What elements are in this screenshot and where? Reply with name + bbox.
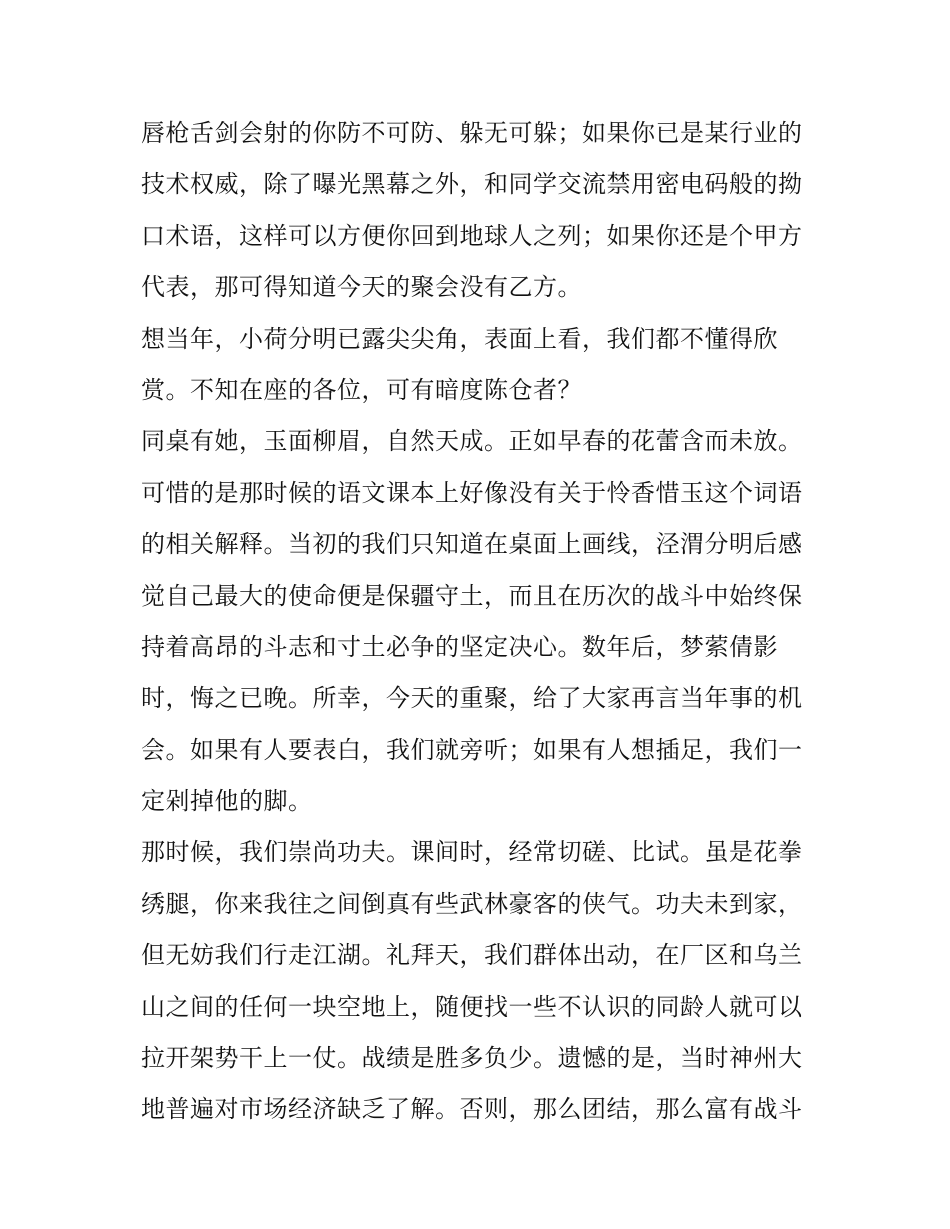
text-line: 唇枪舌剑会射的你防不可防、躲无可躲；如果你已是某行业的 <box>141 119 803 147</box>
text-line: 赏。不知在座的各位，可有暗度陈仓者？ <box>141 375 582 404</box>
text-line: 会。如果有人要表白，我们就旁听；如果有人想插足，我们一 <box>141 735 803 764</box>
text-line: 那时候，我们崇尚功夫。课间时，经常切磋、比试。虽是花拳 <box>141 838 803 867</box>
text-line: 绣腿，你来我往之间倒真有些武林豪客的侠气。功夫未到家， <box>141 889 803 918</box>
text-line: 定剁掉他的脚。 <box>141 787 313 816</box>
text-line: 地普遍对市场经济缺乏了解。否则，那么团结，那么富有战斗 <box>141 1095 803 1124</box>
text-line: 技术权威，除了曝光黑幕之外，和同学交流禁用密电码般的拗 <box>141 170 803 199</box>
text-line: 的相关解释。当初的我们只知道在桌面上画线，泾渭分明后感 <box>141 530 803 559</box>
text-line: 代表，那可得知道今天的聚会没有乙方。 <box>141 273 582 302</box>
text-line: 但无妨我们行走江湖。礼拜天，我们群体出动，在厂区和乌兰 <box>141 941 803 970</box>
text-line: 时，悔之已晚。所幸，今天的重聚，给了大家再言当年事的机 <box>141 684 803 713</box>
body-text <box>141 108 813 1136</box>
text-line: 持着高昂的斗志和寸土必争的坚定决心。数年后，梦萦倩影 <box>141 632 778 661</box>
text-line: 拉开架势干上一仗。战绩是胜多负少。遗憾的是，当时神州大 <box>141 1044 803 1073</box>
text-line: 同桌有她，玉面柳眉，自然天成。正如早春的花蕾含而未放。 <box>141 427 803 456</box>
text-line: 觉自己最大的使命便是保疆守土，而且在历次的战斗中始终保 <box>141 581 803 610</box>
text-line: 可惜的是那时候的语文课本上好像没有关于怜香惜玉这个词语 <box>141 478 803 507</box>
text-line: 想当年，小荷分明已露尖尖角，表面上看，我们都不懂得欣 <box>141 324 778 353</box>
text-line: 山之间的任何一块空地上，随便找一些不认识的同龄人就可以 <box>141 992 803 1021</box>
text-line: 口术语，这样可以方便你回到地球人之列；如果你还是个甲方 <box>141 221 803 250</box>
